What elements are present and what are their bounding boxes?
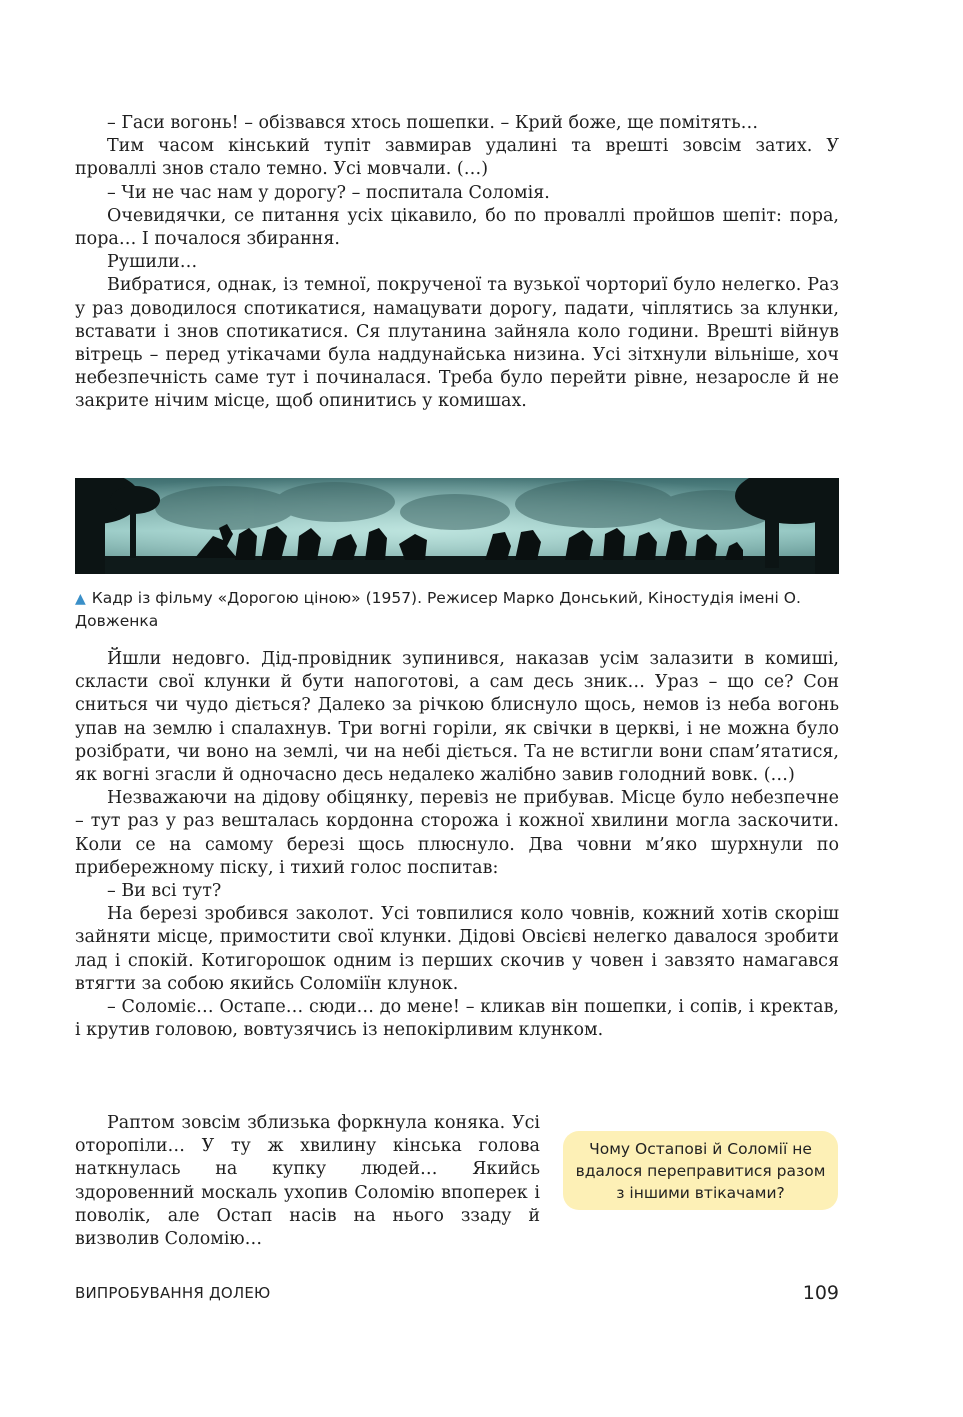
page-number: 109 [802, 1282, 839, 1304]
film-still-image [75, 478, 839, 574]
caption-text: Кадр із фільму «Дорогою ціною» (1957). Режисер Марко Донський, Кіностудія імені О. Довженка [75, 589, 801, 630]
paragraph: Вибратися, однак, із темної, покрученої та вузької чорториї було нелегко. Раз у раз доводилося спотикатися, намацувати дорогу, падати, чіплятись за клунки, вставати і знов спотикатися. Ся плутанина зайняла коло години. Врешті війнув вітрець – перед утікачами була наддунайська низина. Усі зітхнули вільніше, хоч небезпечність саме тут і починалася. Треба було перейти рівне, незаросле й не закрите нічим місце, щоб опинитись у комишах. [75, 275, 839, 412]
image-caption [75, 587, 839, 632]
story-text-top [75, 112, 839, 414]
paragraph: – Чи не час нам у дорогу? – поспитала Соломія. [107, 182, 550, 203]
paragraph: На березі зробився заколот. Усі товпилися коло човнів, кожний хотів скоріш зайняти місце, примостити свої клунки. Дідові Овсієві нелегко давалося зробити лад і спокій. Котигорошок одним із перших скочив у човен і завзято намагався втягти за собою якийсь Соломіїн клунок. [75, 904, 839, 994]
film-still-svg [75, 478, 839, 574]
triangle-marker-icon: ▲ [75, 591, 86, 607]
paragraph: – Ви всі тут? [107, 881, 222, 902]
question-box [563, 1131, 838, 1210]
section-title: ВИПРОБУВАННЯ ДОЛЕЮ [75, 1284, 271, 1302]
question-text: Чому Остапові й Соломії не вдалося переправитися разом з іншими втікачами? [575, 1139, 826, 1202]
paragraph: Йшли недовго. Дід-провідник зупинився, наказав усім залазити в комиші, скласти свої клунки й бути напоготові, а сам десь зник… Ураз – що се? Сон сниться чи чудо діється? Далеко за річкою блиснуло щось, немов із неба вогонь упав на землю і спалахнув. Три вогні горіли, як свічки в церкві, і не можна було розібрати, чи воно на землі, чи на небі діється. Та не встигли вони спам’ятатися, як вогні згасли й одночасно десь недалеко жалібно завив голодний вовк. (…) [75, 649, 839, 786]
story-text-middle [75, 648, 839, 1042]
paragraph: Тим часом кінський тупіт завмирав удалині та врешті зовсім затих. У проваллі знов стало темно. Усі мовчали. (…) [75, 136, 839, 180]
paragraph: Очевидячки, се питання усіх цікавило, бо по проваллі пройшов шепіт: пора, пора… І почалося збирання. [75, 205, 839, 250]
story-text-bottom [75, 1112, 540, 1251]
paragraph: Раптом зовсім зблизька форкнула коняка. Усі оторопіли… У ту ж хвилину кінська голова наткнулась на купку людей… Якийсь здоровенний москаль ухопив Соломію впоперек і поволік, але Остап насів на нього ззаду й визволив Соломію… [75, 1113, 540, 1250]
paragraph: – Соломіє… Остапе… сюди… до мене! – кликав він пошепки, і сопів, і кректав, і крутив головою, вовтузячись із непокірливим клунком. [75, 997, 839, 1041]
paragraph: Незважаючи на дідову обіцянку, перевіз не прибував. Місце було небезпечне – тут раз у раз вешталась кордонна сторожа і кожної хвилини могла заскочити. Коли се на самому березі щось плюснуло. Два човни м’яко шурхнули по прибережному піску, і тихий голос поспитав: [75, 788, 839, 878]
paragraph: – Гаси вогонь! – обізвався хтось пошепки. – Крий боже, ще помітять… [107, 113, 759, 133]
paragraph: Рушили… [107, 252, 198, 273]
